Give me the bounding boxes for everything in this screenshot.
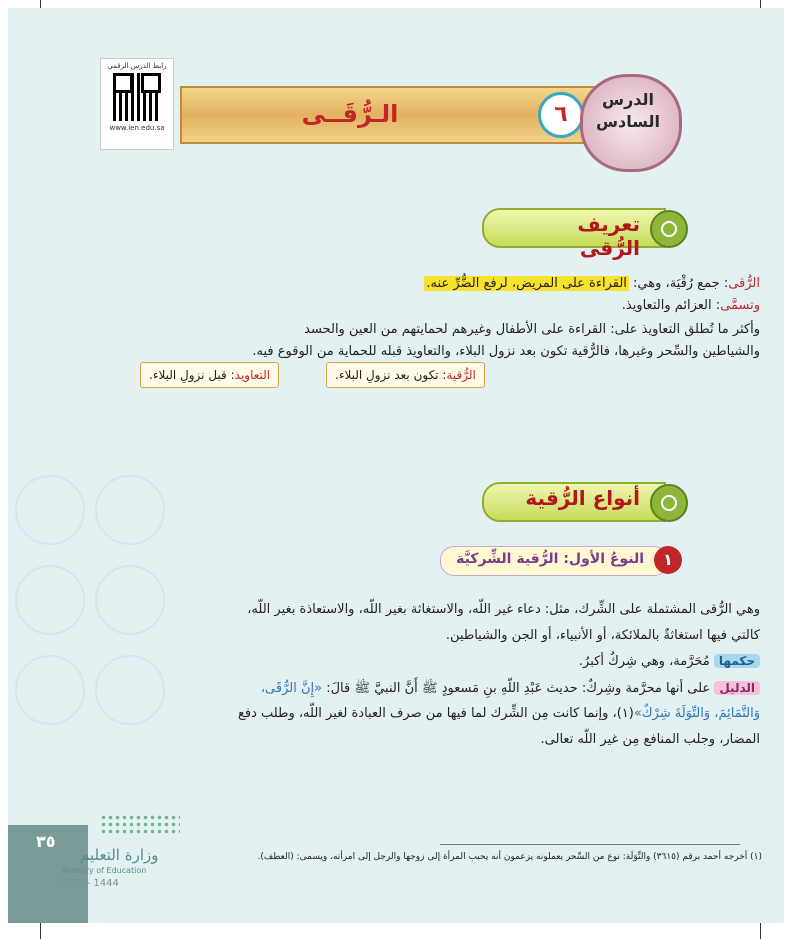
- ruling-tag: حكمها: [714, 654, 760, 668]
- qr-code-box[interactable]: [100, 58, 174, 150]
- ruling-text: مُحَرَّمة، وهي شِركٌ أكبرُ.: [578, 654, 714, 669]
- paragraph-line-2: والشياطين والسِّحر وغيرها، فالرُّقية تكون بعد نزول البلاء، والتعاويذ قبله للحماية من الوقوع فيه.: [252, 344, 760, 359]
- ruling-line: [579, 654, 760, 669]
- taweez-note-box: [140, 362, 279, 388]
- also-called-rest: : العزائم والتعاويذ.: [621, 298, 721, 313]
- ruqya-note-text: : تكون بعد نزولِ البلاء.: [335, 368, 447, 382]
- evidence-tag: الدليل: [714, 681, 760, 695]
- qr-caption: رابط الدرس الرقمي: [107, 62, 167, 70]
- evidence-line: [261, 680, 760, 699]
- ruqya-note-box: [326, 362, 485, 388]
- taweez-note-text: : قبل نزولِ البلاء.: [149, 368, 235, 382]
- hadith-line: [238, 706, 760, 721]
- ornament-leaf-icon: [650, 484, 688, 522]
- definition-term: الرُّقى: [728, 276, 760, 291]
- subsection-number: ١: [654, 546, 682, 574]
- types-line-last: المضار، وجلب المنافع مِن غير اللّه تعالى.: [540, 732, 760, 747]
- taweez-note-term: التعاويذ: [234, 368, 271, 382]
- crop-mark: [40, 923, 41, 939]
- subsection-title: النوعُ الأول: الرُّقية الشِّركيَّة: [456, 551, 644, 567]
- crop-mark: [760, 923, 761, 939]
- ornament-leaf-icon: [650, 210, 688, 248]
- qr-code-icon[interactable]: [113, 73, 161, 121]
- ministry-name-ar: وزارة التعليم: [80, 846, 159, 864]
- lesson-title: الـرُّقَــى: [301, 100, 399, 128]
- evidence-text: على أنها محرَّمة وشِركٌ: حديث عَبْدِ اللّهِ بنِ مَسعودٍ ﷺ أَنَّ النبيَّ ﷺ قالَ:: [322, 681, 715, 696]
- crop-mark: [40, 0, 41, 8]
- definition-highlight: القراءة على المريض، لرفع الضُّرِّ عنه.: [426, 276, 627, 291]
- lesson-ordinal: السادس: [595, 112, 661, 131]
- footnote-divider: [440, 844, 740, 845]
- types-line-1: وهي الرُّقى المشتملة على الشِّرك، مثل: دعاء غير اللّه، والاستغاثة بغير اللّه، والاستعاذة بغير اللّه،: [247, 602, 760, 617]
- lesson-number: ٦: [538, 92, 584, 138]
- definition-middle: : جمع رُقْيَة، وهي:: [628, 276, 729, 291]
- section-title-types: أنواع الرُّقية: [525, 486, 640, 510]
- ministry-logo-icon: [100, 814, 180, 836]
- hadith-part-2: وَالتَّمَائِمَ، وَالتِّوَلَةَ شِرْكٌ»: [633, 706, 760, 721]
- page-number: ٣٥: [36, 832, 56, 851]
- also-called-term: وتسمَّى: [720, 298, 760, 313]
- edition-year: 2022 - 1444: [58, 878, 119, 889]
- also-called-line: [622, 298, 760, 313]
- ministry-name-en: Ministry of Education: [62, 866, 147, 875]
- ruqya-note-term: الرُّقية: [446, 368, 476, 382]
- types-line-2: كالتي فيها استغاثةٌ بالملائكة، أو الأنبياء، أو الجن والشياطين.: [445, 628, 760, 643]
- lesson-label: الدرس: [601, 90, 655, 109]
- definition-line: [424, 276, 760, 291]
- section-title-definition: تعريف الرُّقى: [577, 212, 640, 260]
- after-hadith: (١)، وإنما كانت مِن الشِّرك لما فيها من صرف العبادة لغير اللّه، وطلب دفع: [237, 706, 634, 721]
- hadith-part-1: «إِنَّ الرُّقَى،: [260, 681, 323, 696]
- paragraph-line-1: وأكثر ما تُطلق التعاويذ على: القراءة على الأطفال وغيرهم لحمايتهم من العين والحسد: [304, 322, 760, 337]
- crop-mark: [760, 0, 761, 8]
- footnote: (١) أخرجه أحمد برقم (٣٦١٥) والتِّوَلَة: نوع من السِّحر يعملونه يزعمون أنه يحبب المرأة إلى زوجها والرجل إلى امرأته، ويسمى: (العطف).: [257, 852, 762, 862]
- qr-url[interactable]: www.ien.edu.sa: [109, 124, 165, 132]
- background-ornament: [10, 470, 170, 730]
